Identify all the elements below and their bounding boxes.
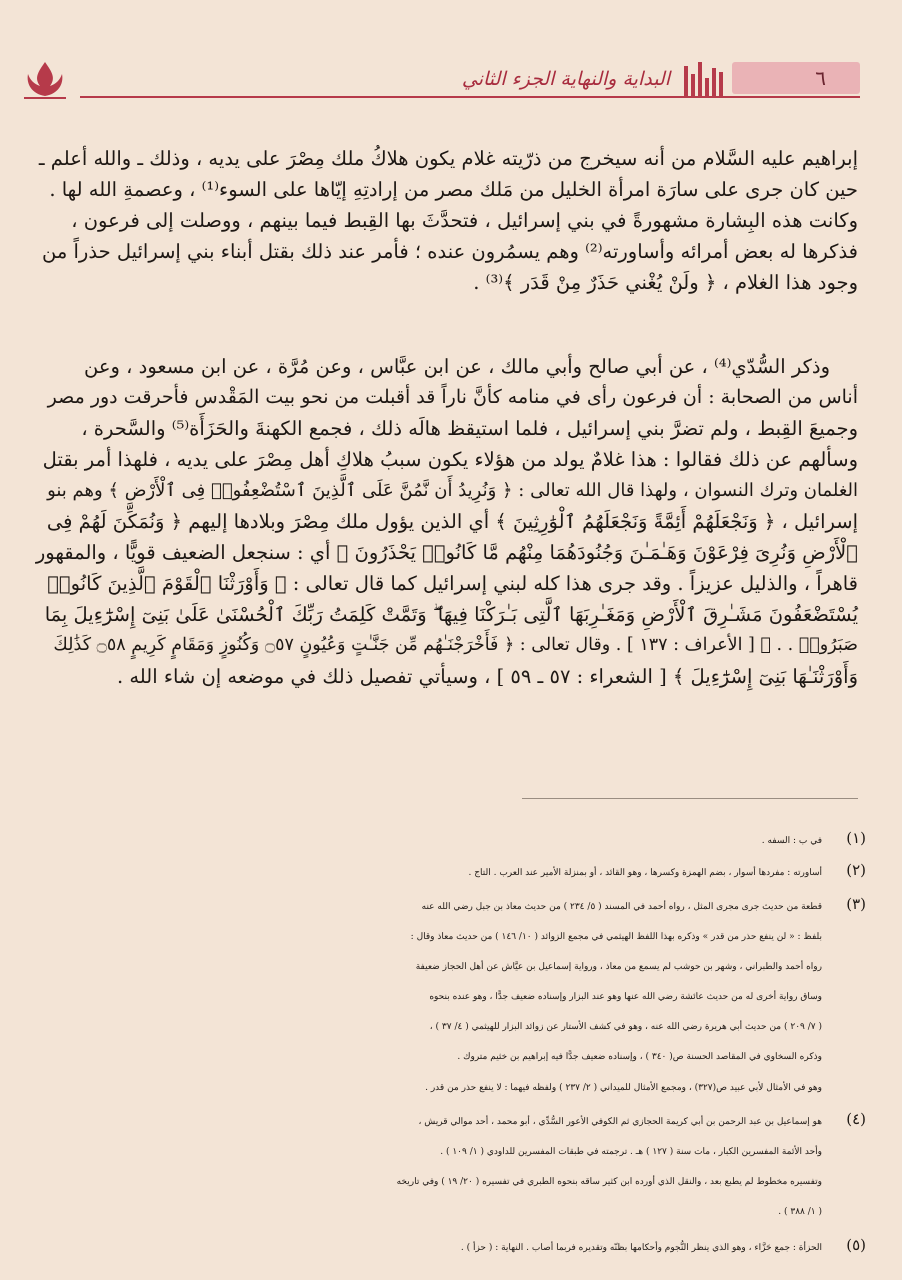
text-line: صَبَرُوا۟ . . ﴾ [ الأعراف : ١٣٧ ] . وقال تعالى : ﴿ فَأَخْرَجْنَـٰهُم مِّن جَنَّـٰتٍ وَعُيُونٍ ۝٥٧ وَكُنُوزٍ وَمَقَامٍ كَرِيمٍ ۝٥٨ كَذَٰلِكَ — [53, 635, 858, 655]
page-header — [22, 56, 860, 104]
header-rule — [80, 96, 860, 98]
footnote-number: (٣) — [846, 895, 866, 913]
footnote-line: وتفسيره مخطوط لم يطبع بعد ، والنقل الذي أورده ابن كثير ساقه بنحوه الطبري في تفسيره ( ٢٠/ ١٩ ) وفي تاريخه — [396, 1177, 822, 1187]
paragraph-2 — [34, 351, 858, 692]
footnote-line: قطعة من حديث جرى مجرى المثل ، رواه أحمد في المسند ( ٥/ ٢٣٤ ) من حديث معاذ بن جبل رضي الله عنه — [421, 902, 822, 912]
text-line: وَأَوْرَثْنَـٰهَا بَنِىٓ إِسْرَٰٓءِيلَ ﴾ [ الشعراء : ٥٧ ـ ٥٩ ] ، وسيأتي تفصيل ذلك في موضعه إن شاء الله . — [116, 665, 858, 688]
text-line: قاهراً ، والذليل عزيزاً . وقد جرى هذا كله لبني إسرائيل كما قال تعالى : ﴿ وَأَوْرَثْنَا ٱلْقَوْمَ ٱلَّذِينَ كَانُوا۟ — [47, 572, 858, 595]
footnote-line: ( ١/ ٣٨٨ ) . — [778, 1207, 822, 1217]
footnote-number: (٢) — [846, 861, 866, 879]
text-line: وجميعَ القِبط ، ولم تضرَّ بني إسرائيل ، فلما استيقظ هالَه ذلك ، فجمع الكهنةَ والحَزَأَة⁽⁵⁾ والسَّحرة ، — [81, 417, 858, 440]
footnote-line: في ب : السفه . — [761, 836, 822, 846]
text-line: ٱلْأَرْضِ وَنُرِىَ فِرْعَوْنَ وَهَـٰمَـٰنَ وَجُنُودَهُمَا مِنْهُم مَّا كَانُوا۟ يَحْذَرُونَ ﴾ أي : سنجعل الضعيف قويًّا ، والمقهور — [35, 541, 858, 564]
text-line: وكانت هذه البِشارة مشهورةً في بني إسرائيل ، فتحدَّثَ بها القِبط فيما بينهم ، ووصلت إلى فرعون ، — [71, 209, 858, 232]
footnote-line: أساورته : مفردها أسوار ، بضم الهمزة وكسرها ، وهو القائد ، أو بمنزلة الأمير عند العرب . التاج . — [468, 868, 822, 878]
footnote-number: (٤) — [846, 1110, 866, 1128]
footnote-line: رواه أحمد والطبراني ، وشهر بن حوشب لم يسمع من معاذ ، ورواية إسماعيل بن عيَّاش عن أهل الحجاز ضعيفة — [415, 962, 822, 972]
footnote-number: (١) — [846, 829, 866, 847]
text-line: الغلمان وترك النسوان ، ولهذا قال الله تعالى : ﴿ وَنُرِيدُ أَن نَّمُنَّ عَلَى ٱلَّذِينَ ٱسْتُضْعِفُوا۟ فِى ٱلْأَرْضِ ﴾ وهم بنو — [47, 480, 858, 501]
paragraph-1 — [34, 143, 858, 298]
text-line: وذكر السُّدّي⁽⁴⁾ ، عن أبي صالح وأبي مالك ، عن ابن عبَّاس ، وعن مُرَّة ، عن ابن مسعود ، وعن — [84, 355, 830, 378]
page-number: ٦ — [815, 66, 826, 90]
footnote-line: وهو في الأمثال لأبي عبيد ص(٣٢٧) ، ومجمع الأمثال للميداني ( ٢/ ٢٣٧ ) ولفظه فيهما : لا ينفع حذر من قدر . — [425, 1083, 822, 1093]
text-line: فذكرها له بعض أمرائه وأساورته⁽²⁾ وهم يسمُرون عنده ؛ فأمر عند ذلك بقتل أبناء بني إسرائيل حذراً من — [42, 240, 858, 263]
text-line: وسألهم عن ذلك فقالوا : هذا غلامٌ يولد من هؤلاء يكون سببُ هلاكِ أهل مِصْرَ على يديه ، فلهذا أمر بقتل — [42, 448, 858, 471]
header-bars-icon — [682, 62, 726, 96]
footnote-line: الحزأة : جمع حَزَّاء ، وهو الذي ينظر النُّجوم وأحكامها بظنّه وتقديره فربما أصاب . النهاية : ( حزأ ) . — [460, 1243, 822, 1253]
footnote-divider — [522, 798, 858, 799]
text-line: إسرائيل ، ﴿ وَنَجْعَلَهُمْ أَئِمَّةً وَنَجْعَلَهُمُ ٱلْوَٰرِثِينَ ﴾ أي الذين يؤول ملك مِصْرَ وبلادها إليهم ﴿ وَنُمَكِّنَ لَهُمْ فِى — [46, 510, 858, 533]
footnote-line: وأحد الأئمة المفسرين الكبار ، مات سنة ( ١٢٧ ) هـ . ترجمته في طبقات المفسرين للداودي ( ١/ ١٠٩ ) . — [440, 1147, 822, 1157]
footnote-line: وساق رواية أخرى له من حديث عائشة رضي الله عنها وهو عند البزار وإسناده ضعيف جدًّا ، وهو عنده بنحوه — [429, 992, 822, 1002]
text-line: إبراهيم عليه السَّلام من أنه سيخرج من ذرّيته غلام يكون هلاكُ ملك مِصْرَ على يديه ، وذلك ـ والله أعلم ـ — [38, 147, 858, 170]
text-line: أناس من الصحابة : أن فرعون رأى في منامه كأنَّ ناراً قد أقبلت من نحو بيت المَقْدس فأحرقت دور مصر — [47, 386, 858, 408]
footnote-line: بلفظ : « لن ينفع حذر من قدر » وذكره بهذا اللفظ الهيثمي في مجمع الزوائد ( ١٠/ ١٤٦ ) من حديث معاذ وقال : — [410, 932, 822, 942]
footnote-line: ( ٧/ ٢٠٩ ) من حديث أبي هريرة رضي الله عنه ، وهو في كشف الأستار عن زوائد البزار للهيثمي ( ٤/ ٣٧ ) ، — [429, 1022, 822, 1032]
text-line: وجود هذا الغلام ، ﴿ ولَنْ يُغْني حَذَرٌ مِنْ قَدَر ﴾⁽³⁾ . — [473, 271, 858, 294]
footnote-number: (٥) — [846, 1236, 866, 1254]
page-number-box — [732, 62, 860, 94]
footnote-line: وذكره السخاوي في المقاصد الحسنة ص( ٣٤٠ ) ، وإسناده ضعيف جدًّا فيه إبراهيم بن خثيم متروك . — [457, 1052, 822, 1062]
running-title: البداية والنهاية الجزء الثاني — [461, 68, 670, 90]
flame-ornament-icon — [22, 60, 68, 100]
text-line: حين كان جرى على سارَة امرأة الخليل من مَلك مصر من إرادتِهِ إيّاها على السوء⁽¹⁾ ، وعصمةِ الله لها . — [49, 178, 858, 201]
text-line: يُسْتَضْعَفُونَ مَشَـٰرِقَ ٱلْأَرْضِ وَمَغَـٰرِبَهَا ٱلَّتِى بَـٰرَكْنَا فِيهَا ۖ وَتَمَّتْ كَلِمَتُ رَبِّكَ ٱلْحُسْنَىٰ عَلَىٰ بَنِىٓ إِسْرَٰٓءِيلَ بِمَا — [44, 603, 858, 626]
footnote-line: هو إسماعيل بن عبد الرحمن بن أبي كريمة الحجازي ثم الكوفي الأعور السُّدِّي ، أبو محمد ، أحد موالي قريش ، — [418, 1117, 822, 1127]
